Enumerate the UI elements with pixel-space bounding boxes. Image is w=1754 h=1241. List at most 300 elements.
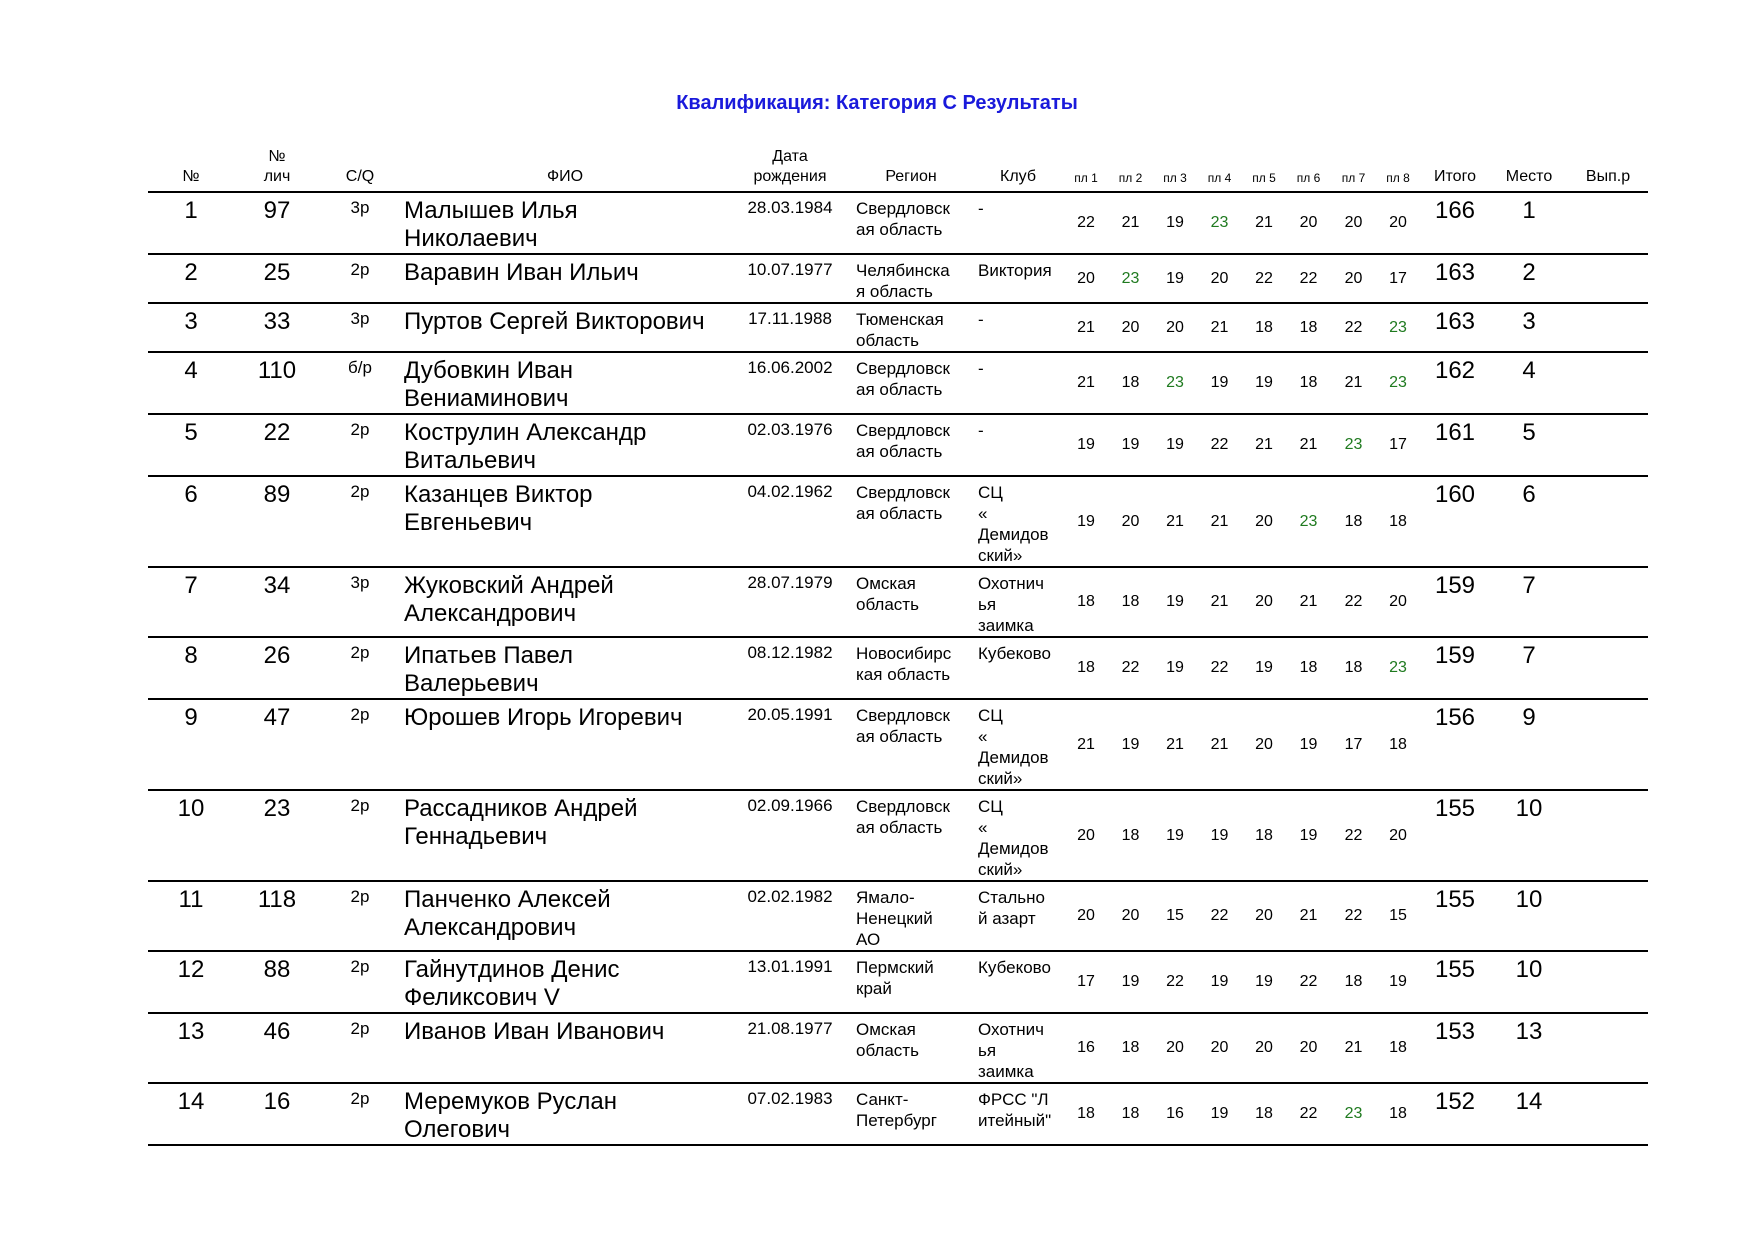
region <box>850 476 972 567</box>
table-row <box>148 476 1648 567</box>
place: 2 <box>1490 254 1568 303</box>
header-series-1: пл 1 <box>1064 145 1108 192</box>
series-score-6: 21 <box>1286 567 1331 637</box>
qualification-class: 2р <box>320 699 400 790</box>
series-score-4: 22 <box>1197 637 1242 699</box>
total-score: 153 <box>1420 1013 1490 1083</box>
region <box>850 699 972 790</box>
club <box>972 414 1064 476</box>
series-score-8: 15 <box>1376 881 1420 951</box>
header-date <box>730 145 850 192</box>
place: 5 <box>1490 414 1568 476</box>
athlete-name-line: Малышев Илья <box>404 197 578 224</box>
rank-fulfilled <box>1568 881 1648 951</box>
club-line: Кубеково <box>978 644 1051 663</box>
header-date-line1: Дата <box>772 148 808 165</box>
bib-number: 22 <box>234 414 320 476</box>
series-score-8: 20 <box>1376 567 1420 637</box>
row-number: 1 <box>148 192 234 254</box>
series-score-4: 23 <box>1197 192 1242 254</box>
club-line: Демидов <box>978 839 1049 858</box>
club-line: Демидов <box>978 748 1049 767</box>
club-line: - <box>978 359 984 378</box>
athlete-name-line: Казанцев Виктор <box>404 481 593 508</box>
club-line: заимка <box>978 616 1034 635</box>
series-score-7: 23 <box>1331 1083 1376 1145</box>
qualification-class: 3р <box>320 192 400 254</box>
club <box>972 476 1064 567</box>
series-score-1: 19 <box>1064 414 1108 476</box>
birth-date: 02.03.1976 <box>730 414 850 476</box>
row-number: 11 <box>148 881 234 951</box>
region-line: Свердловск <box>856 199 950 218</box>
series-score-2: 20 <box>1108 303 1153 352</box>
series-score-1: 20 <box>1064 254 1108 303</box>
series-score-8: 18 <box>1376 1013 1420 1083</box>
series-score-7: 18 <box>1331 476 1376 567</box>
region <box>850 637 972 699</box>
qualification-class: 3р <box>320 567 400 637</box>
region-line: Свердловск <box>856 797 950 816</box>
series-score-7: 20 <box>1331 254 1376 303</box>
athlete-name <box>400 303 730 352</box>
club-line: Охотнич <box>978 1020 1044 1039</box>
region-line: Свердловск <box>856 421 950 440</box>
club-line: ья <box>978 1041 997 1060</box>
place: 3 <box>1490 303 1568 352</box>
total-score: 155 <box>1420 951 1490 1013</box>
row-number: 9 <box>148 699 234 790</box>
row-number: 14 <box>148 1083 234 1145</box>
series-score-1: 18 <box>1064 637 1108 699</box>
region-line: область <box>856 595 919 614</box>
total-score: 162 <box>1420 352 1490 414</box>
qualification-class: 2р <box>320 951 400 1013</box>
series-score-2: 18 <box>1108 1013 1153 1083</box>
region-line: Ненецкий <box>856 909 933 928</box>
region-line: Пермский <box>856 958 934 977</box>
qualification-class: 2р <box>320 1083 400 1145</box>
page-title: Квалификация: Категория C Результаты <box>676 92 1078 114</box>
athlete-name <box>400 790 730 881</box>
series-score-7: 23 <box>1331 414 1376 476</box>
table-row <box>148 352 1648 414</box>
table-row <box>148 790 1648 881</box>
club-line: й азарт <box>978 909 1036 928</box>
athlete-name <box>400 951 730 1013</box>
birth-date: 13.01.1991 <box>730 951 850 1013</box>
series-score-2: 20 <box>1108 881 1153 951</box>
region-line: Ямало- <box>856 888 915 907</box>
series-score-6: 22 <box>1286 254 1331 303</box>
row-number: 10 <box>148 790 234 881</box>
series-score-5: 20 <box>1242 1013 1286 1083</box>
series-score-2: 18 <box>1108 790 1153 881</box>
series-score-7: 18 <box>1331 951 1376 1013</box>
region-line: АО <box>856 930 881 949</box>
table-row <box>148 1013 1648 1083</box>
series-score-4: 21 <box>1197 303 1242 352</box>
series-score-2: 20 <box>1108 476 1153 567</box>
region-line: Тюменская <box>856 310 944 329</box>
total-score: 166 <box>1420 192 1490 254</box>
series-score-8: 19 <box>1376 951 1420 1013</box>
header-club: Клуб <box>972 145 1064 192</box>
athlete-name-line: Феликсович V <box>404 984 560 1011</box>
total-score: 161 <box>1420 414 1490 476</box>
series-score-6: 20 <box>1286 1013 1331 1083</box>
place: 7 <box>1490 567 1568 637</box>
table-row <box>148 951 1648 1013</box>
total-score: 155 <box>1420 881 1490 951</box>
series-score-7: 22 <box>1331 881 1376 951</box>
bib-number: 88 <box>234 951 320 1013</box>
rank-fulfilled <box>1568 254 1648 303</box>
athlete-name-line: Евгеньевич <box>404 509 533 536</box>
birth-date: 20.05.1991 <box>730 699 850 790</box>
birth-date: 07.02.1983 <box>730 1083 850 1145</box>
club-line: - <box>978 421 984 440</box>
rank-fulfilled <box>1568 637 1648 699</box>
club <box>972 1013 1064 1083</box>
series-score-6: 18 <box>1286 637 1331 699</box>
region-line: ая область <box>856 220 943 239</box>
series-score-3: 20 <box>1153 1013 1197 1083</box>
table-row <box>148 699 1648 790</box>
club-line: Стально <box>978 888 1045 907</box>
series-score-1: 18 <box>1064 567 1108 637</box>
row-number: 8 <box>148 637 234 699</box>
series-score-1: 17 <box>1064 951 1108 1013</box>
athlete-name-line: Ипатьев Павел <box>404 642 573 669</box>
athlete-name-line: Рассадников Андрей <box>404 795 638 822</box>
club-line: Кубеково <box>978 958 1051 977</box>
header-series-7: пл 7 <box>1331 145 1376 192</box>
series-score-4: 20 <box>1197 254 1242 303</box>
series-score-8: 18 <box>1376 476 1420 567</box>
series-score-2: 18 <box>1108 352 1153 414</box>
row-number: 4 <box>148 352 234 414</box>
bib-number: 46 <box>234 1013 320 1083</box>
qualification-class: 2р <box>320 1013 400 1083</box>
table-row <box>148 881 1648 951</box>
series-score-4: 20 <box>1197 1013 1242 1083</box>
series-score-8: 17 <box>1376 254 1420 303</box>
bib-number: 25 <box>234 254 320 303</box>
region <box>850 254 972 303</box>
series-score-6: 18 <box>1286 303 1331 352</box>
athlete-name <box>400 567 730 637</box>
series-score-8: 20 <box>1376 790 1420 881</box>
athlete-name <box>400 254 730 303</box>
series-score-1: 20 <box>1064 790 1108 881</box>
club <box>972 567 1064 637</box>
rank-fulfilled <box>1568 303 1648 352</box>
region <box>850 303 972 352</box>
region-line: ая область <box>856 727 943 746</box>
rank-fulfilled <box>1568 414 1648 476</box>
rank-fulfilled <box>1568 1083 1648 1145</box>
region <box>850 790 972 881</box>
region-line: Свердловск <box>856 706 950 725</box>
series-score-7: 17 <box>1331 699 1376 790</box>
bib-number: 89 <box>234 476 320 567</box>
series-score-6: 19 <box>1286 790 1331 881</box>
header-bib-line2: лич <box>263 168 291 185</box>
athlete-name-line: Дубовкин Иван <box>404 357 574 384</box>
region-line: Петербург <box>856 1111 937 1130</box>
region <box>850 1013 972 1083</box>
club-line: заимка <box>978 1062 1034 1081</box>
bib-number: 33 <box>234 303 320 352</box>
athlete-name-line: Жуковский Андрей <box>404 572 614 599</box>
bib-number: 34 <box>234 567 320 637</box>
header-fio: ФИО <box>400 145 730 192</box>
birth-date: 02.02.1982 <box>730 881 850 951</box>
series-score-5: 18 <box>1242 303 1286 352</box>
series-score-4: 21 <box>1197 476 1242 567</box>
series-score-3: 19 <box>1153 790 1197 881</box>
series-score-5: 21 <box>1242 192 1286 254</box>
athlete-name-line: Пуртов Сергей Викторович <box>404 308 705 335</box>
qualification-class: 2р <box>320 790 400 881</box>
series-score-8: 17 <box>1376 414 1420 476</box>
qualification-class: 2р <box>320 254 400 303</box>
series-score-5: 18 <box>1242 790 1286 881</box>
series-score-1: 22 <box>1064 192 1108 254</box>
place: 10 <box>1490 951 1568 1013</box>
total-score: 163 <box>1420 254 1490 303</box>
series-score-1: 19 <box>1064 476 1108 567</box>
region <box>850 1083 972 1145</box>
row-number: 3 <box>148 303 234 352</box>
series-score-2: 18 <box>1108 567 1153 637</box>
athlete-name-line: Александрович <box>404 600 577 627</box>
header-date-line2: рождения <box>753 168 827 185</box>
series-score-2: 22 <box>1108 637 1153 699</box>
series-score-1: 21 <box>1064 699 1108 790</box>
region-line: Новосибирс <box>856 644 952 663</box>
athlete-name <box>400 1083 730 1145</box>
athlete-name-line: Александрович <box>404 914 577 941</box>
region-line: Свердловск <box>856 359 950 378</box>
header-series-6: пл 6 <box>1286 145 1331 192</box>
series-score-2: 18 <box>1108 1083 1153 1145</box>
place: 4 <box>1490 352 1568 414</box>
total-score: 155 <box>1420 790 1490 881</box>
series-score-3: 19 <box>1153 192 1197 254</box>
series-score-3: 19 <box>1153 637 1197 699</box>
place: 10 <box>1490 790 1568 881</box>
row-number: 2 <box>148 254 234 303</box>
total-score: 163 <box>1420 303 1490 352</box>
total-score: 159 <box>1420 567 1490 637</box>
series-score-1: 20 <box>1064 881 1108 951</box>
header-bib-line1: № <box>268 148 286 165</box>
series-score-3: 19 <box>1153 567 1197 637</box>
series-score-8: 18 <box>1376 1083 1420 1145</box>
athlete-name <box>400 414 730 476</box>
table-row <box>148 567 1648 637</box>
region-line: край <box>856 979 892 998</box>
place: 7 <box>1490 637 1568 699</box>
region <box>850 951 972 1013</box>
athlete-name-line: Витальевич <box>404 447 536 474</box>
birth-date: 04.02.1962 <box>730 476 850 567</box>
club <box>972 352 1064 414</box>
table-row <box>148 192 1648 254</box>
athlete-name-line: Олегович <box>404 1116 510 1143</box>
place: 14 <box>1490 1083 1568 1145</box>
bib-number: 47 <box>234 699 320 790</box>
series-score-5: 18 <box>1242 1083 1286 1145</box>
total-score: 156 <box>1420 699 1490 790</box>
total-score: 152 <box>1420 1083 1490 1145</box>
results-body <box>148 192 1648 1145</box>
series-score-6: 18 <box>1286 352 1331 414</box>
birth-date: 21.08.1977 <box>730 1013 850 1083</box>
series-score-3: 20 <box>1153 303 1197 352</box>
rank-fulfilled <box>1568 790 1648 881</box>
rank-fulfilled <box>1568 352 1648 414</box>
rank-fulfilled <box>1568 476 1648 567</box>
athlete-name-line: Николаевич <box>404 225 538 252</box>
birth-date: 02.09.1966 <box>730 790 850 881</box>
series-score-1: 21 <box>1064 352 1108 414</box>
rank-fulfilled <box>1568 567 1648 637</box>
series-score-8: 23 <box>1376 303 1420 352</box>
series-score-3: 22 <box>1153 951 1197 1013</box>
series-score-4: 22 <box>1197 881 1242 951</box>
athlete-name <box>400 192 730 254</box>
header-series-2: пл 2 <box>1108 145 1153 192</box>
athlete-name-line: Юрошев Игорь Игоревич <box>404 704 683 731</box>
series-score-1: 16 <box>1064 1013 1108 1083</box>
table-row <box>148 1083 1648 1145</box>
series-score-6: 22 <box>1286 951 1331 1013</box>
series-score-8: 23 <box>1376 637 1420 699</box>
region-line: Свердловск <box>856 483 950 502</box>
region-line: Санкт- <box>856 1090 909 1109</box>
series-score-3: 21 <box>1153 476 1197 567</box>
header-bib <box>234 145 320 192</box>
birth-date: 28.07.1979 <box>730 567 850 637</box>
series-score-6: 21 <box>1286 881 1331 951</box>
series-score-1: 21 <box>1064 303 1108 352</box>
athlete-name-line: Кострулин Александр <box>404 419 647 446</box>
series-score-8: 23 <box>1376 352 1420 414</box>
club-line: Охотнич <box>978 574 1044 593</box>
series-score-4: 19 <box>1197 951 1242 1013</box>
series-score-7: 22 <box>1331 790 1376 881</box>
qualification-class: 2р <box>320 637 400 699</box>
results-table <box>148 145 1648 1146</box>
series-score-3: 21 <box>1153 699 1197 790</box>
region-line: ая область <box>856 818 943 837</box>
club <box>972 254 1064 303</box>
athlete-name <box>400 1013 730 1083</box>
series-score-4: 22 <box>1197 414 1242 476</box>
header-place: Место <box>1490 145 1568 192</box>
club-line: ФРСС "Л <box>978 1090 1049 1109</box>
rank-fulfilled <box>1568 951 1648 1013</box>
series-score-3: 23 <box>1153 352 1197 414</box>
club-line: « <box>978 504 988 523</box>
header-series-3: пл 3 <box>1153 145 1197 192</box>
club-line: СЦ <box>978 706 1003 725</box>
bib-number: 26 <box>234 637 320 699</box>
qualification-class: 2р <box>320 881 400 951</box>
series-score-5: 19 <box>1242 352 1286 414</box>
series-score-3: 16 <box>1153 1083 1197 1145</box>
club-line: Виктория <box>978 261 1052 280</box>
athlete-name-line: Валерьевич <box>404 670 539 697</box>
series-score-2: 21 <box>1108 192 1153 254</box>
header-region: Регион <box>850 145 972 192</box>
region <box>850 881 972 951</box>
region-line: ая область <box>856 504 943 523</box>
series-score-4: 19 <box>1197 352 1242 414</box>
series-score-2: 19 <box>1108 951 1153 1013</box>
athlete-name-line: Меремуков Руслан <box>404 1088 617 1115</box>
total-score: 159 <box>1420 637 1490 699</box>
series-score-5: 19 <box>1242 951 1286 1013</box>
place: 1 <box>1490 192 1568 254</box>
row-number: 12 <box>148 951 234 1013</box>
region-line: область <box>856 331 919 350</box>
header-cq: C/Q <box>320 145 400 192</box>
row-number: 7 <box>148 567 234 637</box>
table-row <box>148 637 1648 699</box>
birth-date: 10.07.1977 <box>730 254 850 303</box>
region-line: ая область <box>856 380 943 399</box>
series-score-7: 21 <box>1331 1013 1376 1083</box>
series-score-6: 19 <box>1286 699 1331 790</box>
athlete-name-line: Панченко Алексей <box>404 886 611 913</box>
series-score-5: 20 <box>1242 476 1286 567</box>
club-line: Демидов <box>978 525 1049 544</box>
header-series-4: пл 4 <box>1197 145 1242 192</box>
club-line: СЦ <box>978 797 1003 816</box>
club <box>972 881 1064 951</box>
birth-date: 16.06.2002 <box>730 352 850 414</box>
athlete-name-line: Геннадьевич <box>404 823 548 850</box>
region-line: область <box>856 1041 919 1060</box>
qualification-class: б/р <box>320 352 400 414</box>
series-score-5: 20 <box>1242 567 1286 637</box>
athlete-name-line: Варавин Иван Ильич <box>404 259 639 286</box>
series-score-4: 21 <box>1197 567 1242 637</box>
series-score-2: 19 <box>1108 699 1153 790</box>
region <box>850 414 972 476</box>
series-score-3: 19 <box>1153 414 1197 476</box>
series-score-5: 20 <box>1242 699 1286 790</box>
table-row <box>148 303 1648 352</box>
club-line: - <box>978 199 984 218</box>
bib-number: 118 <box>234 881 320 951</box>
qualification-class: 3р <box>320 303 400 352</box>
club-line: « <box>978 818 988 837</box>
region-line: я область <box>856 282 933 301</box>
athlete-name-line: Вениаминович <box>404 385 569 412</box>
region <box>850 192 972 254</box>
birth-date: 28.03.1984 <box>730 192 850 254</box>
row-number: 5 <box>148 414 234 476</box>
series-score-6: 20 <box>1286 192 1331 254</box>
qualification-class: 2р <box>320 414 400 476</box>
header-total: Итого <box>1420 145 1490 192</box>
club <box>972 951 1064 1013</box>
